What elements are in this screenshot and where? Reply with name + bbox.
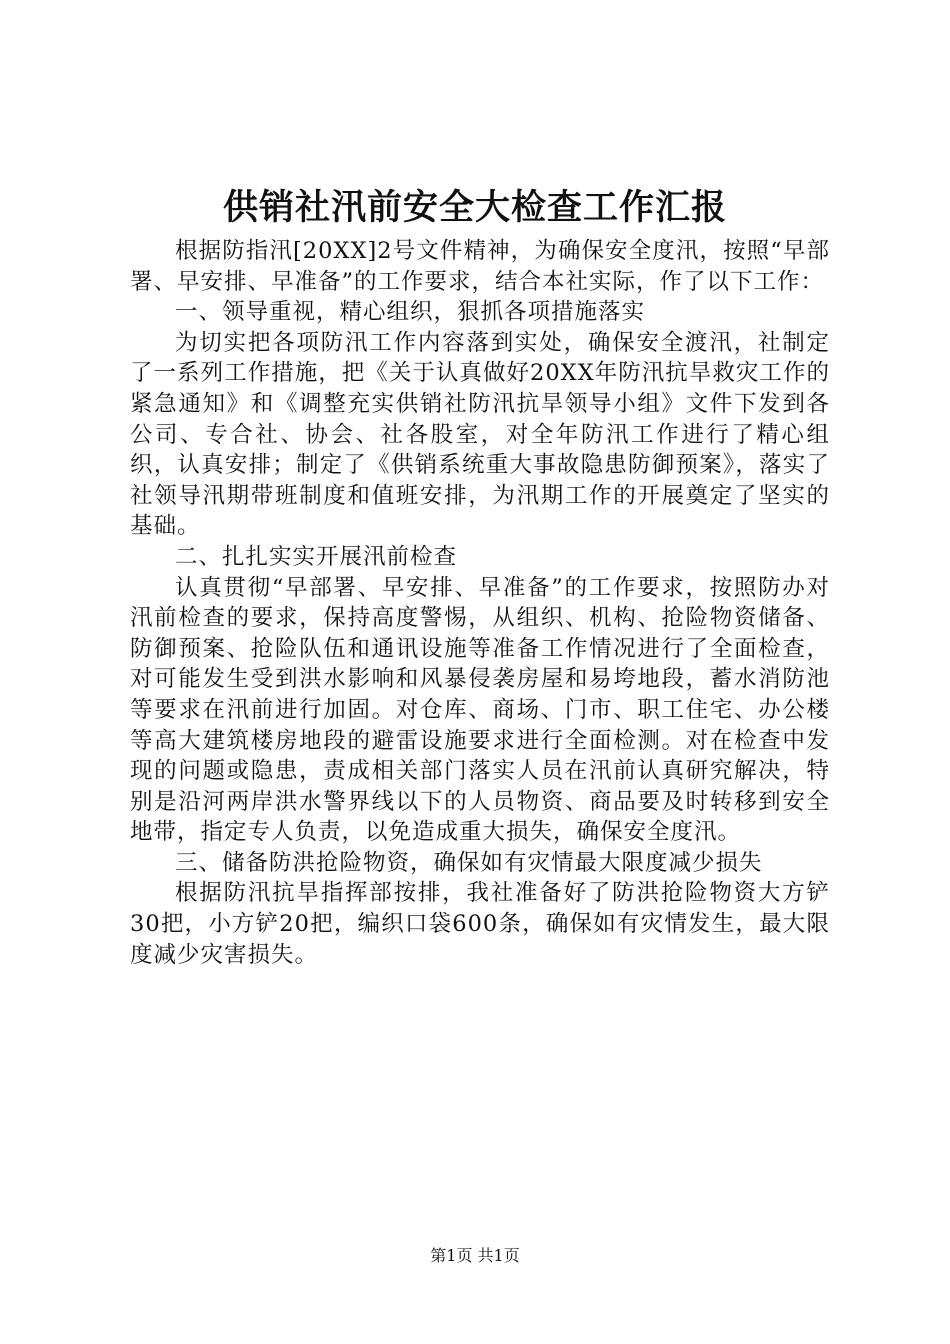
section-paragraph-1: 为切实把各项防汛工作内容落到实处，确保安全渡汛，社制定了一系列工作措施，把《关于认真做好20XX年防汛抗旱救灾工作的紧急通知》和《调整充实供销社防汛抗旱领导小组》文件下发到各公司、专合社、协会、社各股室，对全年防汛工作进行了精心组织，认真安排；制定了《供销系统重大事故隐患防御预案》，落实了社领导汛期带班制度和值班安排，为汛期工作的开展奠定了坚实的基础。 [130,329,830,540]
section-heading-1: 一、领导重视，精心组织，狠抓各项措施落实 [175,299,646,326]
document-title: 供销社汛前安全大检查工作汇报 [222,187,727,228]
page-footer: 第1页 共1页 [430,1246,520,1265]
section-paragraph-2: 认真贯彻“早部署、早安排、早准备”的工作要求，按照防办对汛前检查的要求，保持高度警惕，从组织、机构、抢险物资储备、防御预案、抢险队伍和通讯设施等准备工作情况进行了全面检查，对可能发生受到洪水影响和风暴侵袭房屋和易垮地段，蓄水消防池等要求在汛前进行加固。对仓库、商场、门市、职工住宅、办公楼等高大建筑楼房地段的避雷设施要求进行全面检测。对在检查中发现的问题或隐患，责成相关部门落实人员在汛前认真研究解决，特别是沿河两岸洪水警界线以下的人员物资、商品要及时转移到安全地带，指定专人负责，以免造成重大损失，确保安全度汛。 [130,574,830,846]
section-heading-2: 二、扎扎实实开展汛前检查 [175,543,458,570]
section-heading-3: 三、储备防洪抢险物资，确保如有灾情最大限度减少损失 [175,849,763,876]
section-paragraph-3: 根据防汛抗旱指挥部按排，我社准备好了防洪抢险物资大方铲30把，小方铲20把，编织口袋600条，确保如有灾情发生，最大限度减少灾害损失。 [130,880,830,968]
intro-paragraph: 根据防指汛[20XX]2号文件精神，为确保安全度汛，按照“早部署、早安排、早准备”的工作要求，结合本社实际，作了以下工作： [130,238,830,295]
document-body [130,236,830,970]
